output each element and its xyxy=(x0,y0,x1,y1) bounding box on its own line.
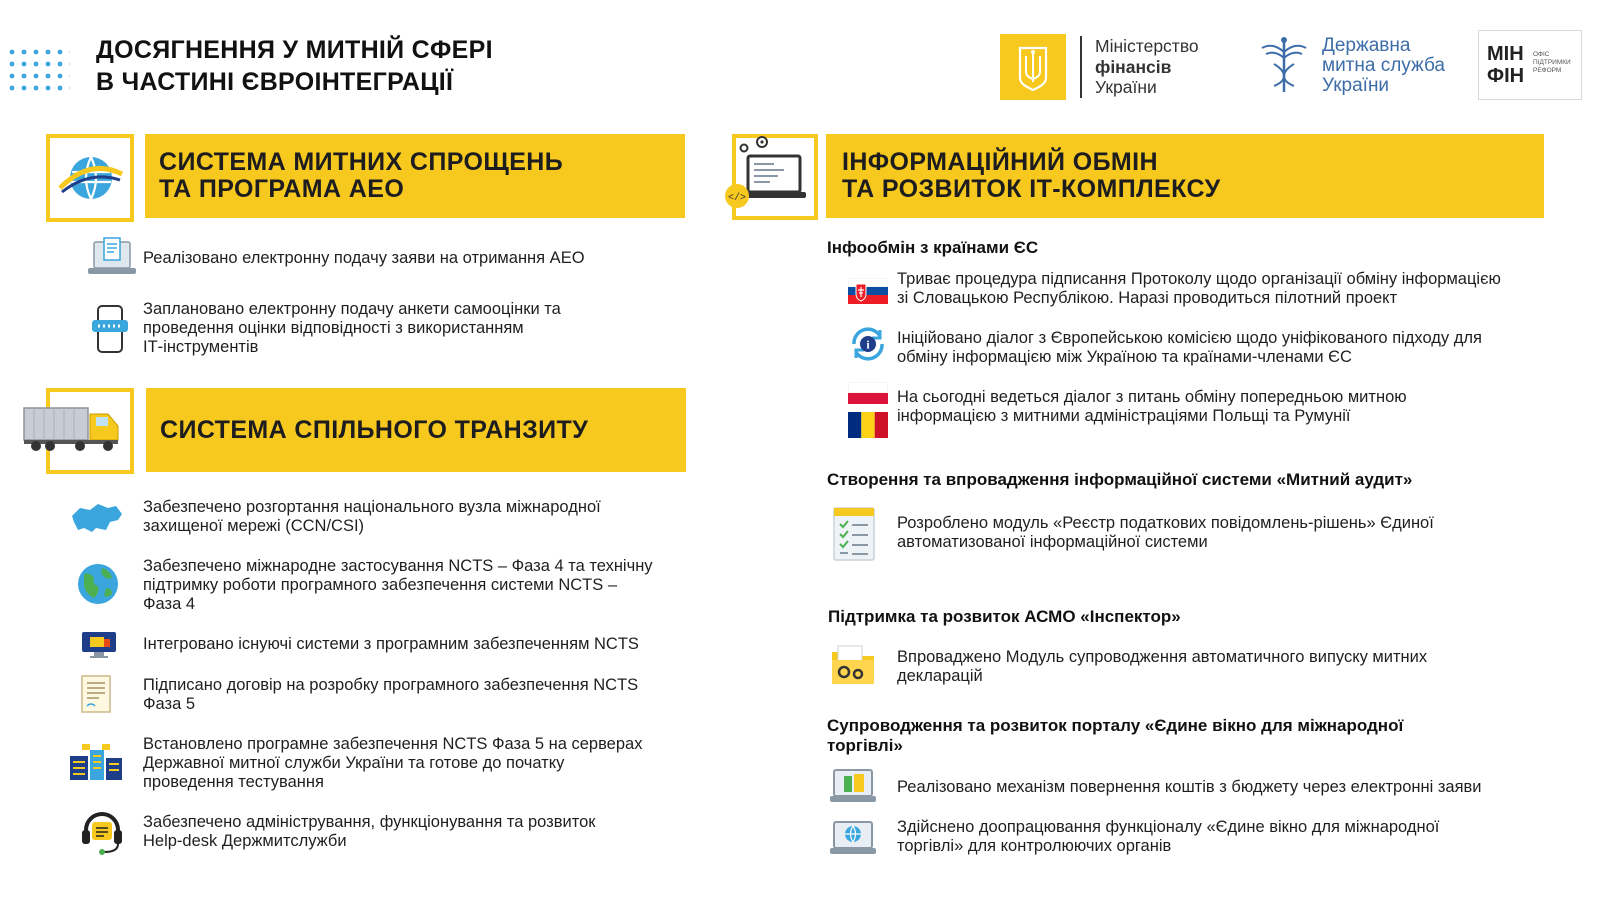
earth-globe-icon xyxy=(76,562,120,606)
window-item-refund: Реалізовано механізм повернення коштів з бюджету через електронні заяви xyxy=(897,778,1482,796)
headset-icon xyxy=(78,810,126,856)
checklist-icon xyxy=(830,504,878,562)
eu-item-slovakia: Триває процедура підписання Протоколу щодо організації обміну інформацією зі Словацькою Республікою. Наразі проводиться пілотний проект xyxy=(897,270,1501,307)
slovakia-flag-icon xyxy=(848,278,888,304)
transit-header: СИСТЕМА СПІЛЬНОГО ТРАНЗИТУ xyxy=(146,388,686,472)
svg-text:i: i xyxy=(866,337,870,352)
caduceus-icon xyxy=(1256,34,1312,96)
contract-document-icon xyxy=(80,674,114,716)
customs-service-name: Державна митна служба України xyxy=(1322,35,1445,96)
aeo-header: СИСТЕМА МИТНИХ СПРОЩЕНЬ ТА ПРОГРАМА АЕО xyxy=(145,134,685,218)
laptop-globe-icon xyxy=(828,818,878,860)
transit-item-2: Забезпечено міжнародне застосування NCTS – Фаза 4 та технічну підтримку роботи програмного забезпечення системи NCTS – Фаза 4 xyxy=(143,557,653,613)
customs-service-logo xyxy=(1256,30,1466,100)
aeo-item-2: Заплановано електронну подачу анкети самооцінки та проведення оцінки відповідності з використанням ІТ-інструментів xyxy=(143,300,561,356)
group-title-inspector: Підтримка та розвиток АСМО «Інспектор» xyxy=(828,607,1181,626)
reform-office-logo: МІН ФІН ОФІС ПІДТРИМКИ РЕФОРМ xyxy=(1478,30,1582,100)
aeo-item-1: Реалізовано електронну подачу заяви на отримання АЕО xyxy=(143,249,585,267)
ministry-of-finance-logo xyxy=(1000,34,1230,100)
page-title: ДОСЯГНЕННЯ У МИТНІЙ СФЕРІ В ЧАСТИНІ ЄВРОІНТЕГРАЦІЇ xyxy=(96,36,493,96)
ministry-name: Міністерство фінансів України xyxy=(1095,36,1199,97)
transit-item-5: Встановлено програмне забезпечення NCTS Фаза 5 на серверах Державної митної служби України та готове до початку проведення тестування xyxy=(143,735,643,791)
folder-gears-icon xyxy=(828,640,878,688)
info-exchange-icon xyxy=(848,324,888,364)
globe-swoosh-icon xyxy=(58,148,124,208)
monitor-folder-icon xyxy=(80,630,118,660)
transit-item-6: Забезпечено адміністрування, функціонування та розвиток Help-desk Держмитслужби xyxy=(143,813,596,850)
logo-divider xyxy=(1080,36,1082,98)
audit-item-1: Розроблено модуль «Реєстр податкових повідомлень-рішень» Єдиної автоматизованої інформаційної системи xyxy=(897,514,1434,551)
trident-emblem-icon xyxy=(1000,34,1066,100)
ukraine-map-icon xyxy=(70,500,124,538)
group-title-single-window: Супроводження та розвиток порталу «Єдине вікно для міжнародної торгівлі» xyxy=(827,716,1404,755)
smartphone-password-icon xyxy=(90,304,130,354)
aeo-icon-box xyxy=(46,134,134,222)
svg-text:</>: </> xyxy=(727,193,747,204)
laptop-document-icon xyxy=(86,236,138,282)
group-title-eu-exchange: Інфообмін з країнами ЄС xyxy=(827,238,1039,257)
servers-icon xyxy=(68,742,124,784)
it-header: ІНФОРМАЦІЙНИЙ ОБМІН ТА РОЗВИТОК ІТ-КОМПЛЕКСУ xyxy=(826,134,1544,218)
transit-item-3: Інтегровано існуючі системи з програмним забезпеченням NCTS xyxy=(143,635,639,653)
truck-icon xyxy=(22,404,122,454)
laptop-code-icon xyxy=(722,128,822,218)
poland-romania-flags-icon xyxy=(848,382,888,438)
eu-item-poland-romania: На сьогодні ведеться діалог з питань обміну попередньою митною інформацією з митними адміністраціями Польщі та Румунії xyxy=(897,388,1407,425)
eu-item-commission: Ініційовано діалог з Європейською комісією щодо уніфікованого підходу для обміну інформацією між Україною та країнами-членами ЄС xyxy=(897,329,1482,366)
inspector-item-1: Впроваджено Модуль супроводження автоматичного випуску митних декларацій xyxy=(897,648,1428,685)
group-title-customs-audit: Створення та впровадження інформаційної системи «Митний аудит» xyxy=(827,470,1413,489)
transit-item-4: Підписано договір на розробку програмного забезпечення NCTS Фаза 5 xyxy=(143,676,639,713)
dots-pattern xyxy=(6,46,70,94)
laptop-money-icon xyxy=(828,766,878,808)
window-item-functional: Здійснено доопрацювання функціоналу «Єдине вікно для міжнародної торгівлі» для контролюючих органів xyxy=(897,818,1440,855)
transit-item-1: Забезпечено розгортання національного вузла міжнародної захищеної мережі (CCN/CSI) xyxy=(143,498,601,535)
